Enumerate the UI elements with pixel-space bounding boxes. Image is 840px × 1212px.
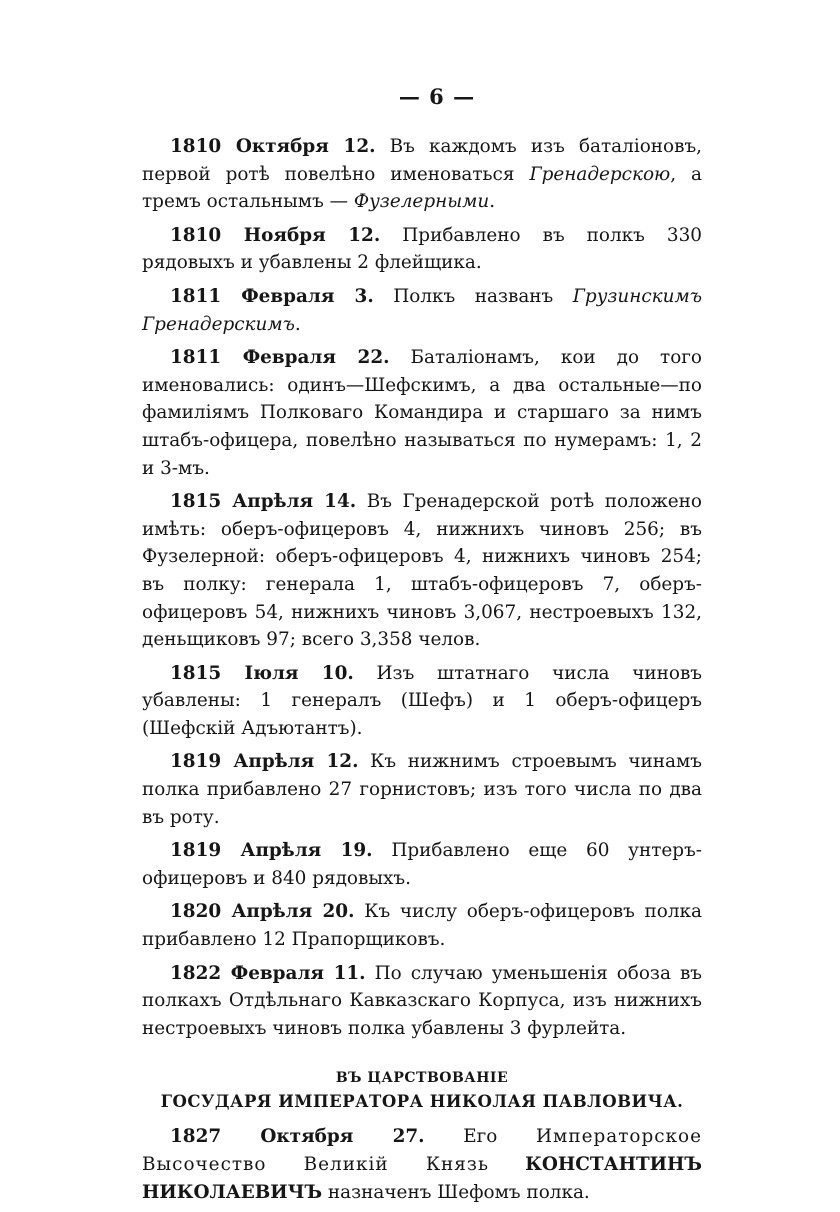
entry-text: Полкъ названъ [373, 285, 573, 307]
entry-date: 1810 Октября 12. [170, 136, 376, 157]
page-number: — 6 — [398, 84, 476, 109]
entry-italic-text: Гренадерскою [529, 163, 671, 185]
entry-date: 1815 Апрѣля 14. [170, 491, 357, 513]
section-heading-reign: ВЪ ЦАРСТВОВАНІЕ [335, 1070, 509, 1087]
entry-text: Къ нижнимъ строевымъ чинамъ полка прибавлено 27 горнистовъ; изъ того числа по два въ роту. [142, 751, 702, 828]
entry-text: , а тремъ остальнымъ — [142, 163, 702, 213]
entry-text: Прибавлено въ полкъ 330 рядовыхъ и убавлены 2 флейщика. [142, 224, 702, 274]
entry-text: Въ каждомъ изъ баталіоновъ, первой ротѣ повелѣно именоваться [142, 136, 703, 185]
chronicle-entry [142, 748, 702, 831]
entry-date: 1820 Апрѣля 20. [170, 901, 355, 923]
entry-date: 1815 Іюля 10. [170, 662, 354, 684]
chronicle-entry [142, 837, 702, 892]
entry-italic-text: Грузинскимъ Гренадерскимъ [142, 285, 702, 335]
entry-date: 1811 Февраля 22. [170, 347, 390, 369]
chronicle-entry [142, 660, 702, 743]
chronicle-entry [142, 898, 702, 953]
section-heading-emperor: ГОСУДАРЯ ИМПЕРАТОРА НИКОЛАЯ ПАВЛОВИЧА. [160, 1092, 684, 1112]
chronicle-entry-final [142, 1123, 702, 1206]
entry-text: назначенъ Шефомъ полка. [322, 1181, 590, 1203]
chronicle-entry [142, 344, 702, 482]
entry-text: Баталіонамъ, кои до того именовались: одинъ—Шефскимъ, а два остальные—по фамиліямъ Полковаго Командира и старшаго за нимъ штабъ-офицера, повелѣно называться по нумерамъ: 1, 2 и 3-мъ. [142, 347, 702, 479]
chronicle-entry [142, 488, 702, 654]
entry-text: Его [424, 1126, 536, 1148]
chronicle-entry [142, 133, 702, 216]
entry-grand-duke-name: КОНСТАНТИНЪ НИКОЛАЕВИЧЪ [142, 1154, 702, 1203]
entry-text: Къ числу оберъ-офицеровъ полка прибавлено 12 Прапорщиковъ. [142, 901, 702, 951]
entry-text: Въ Гренадерской ротѣ положено имѣть: оберъ-офицеровъ 4, нижнихъ чиновъ 256; въ Фузелерной: оберъ-офицеровъ 4, нижнихъ чиновъ 254; въ полку: генерала 1, штабъ-офицеровъ 7, оберъ-офицеровъ 54, нижнихъ чиновъ 3,067, нестроевыхъ 132, деньщиковъ 97; всего 3,358 челов. [142, 491, 702, 651]
entry-text: Прибавлено еще 60 унтеръ-офицеровъ и 840 рядовыхъ. [142, 840, 702, 889]
entry-text: . [489, 191, 496, 213]
chronicle-entry [142, 222, 702, 277]
entry-date: 1811 Февраля 3. [170, 285, 374, 307]
book-page [142, 84, 702, 1212]
entry-date: 1819 Апрѣля 19. [170, 840, 373, 862]
entry-date: 1827 Октября 27. [170, 1126, 425, 1148]
entry-date: 1810 Ноября 12. [170, 224, 381, 246]
entry-text: Изъ штатнаго числа чиновъ убавлены: 1 генералъ (Шефъ) и 1 оберъ-офицеръ (Шефскій Адъютантъ). [142, 662, 702, 739]
entry-date: 1819 Апрѣля 12. [170, 751, 359, 773]
entry-text: . [294, 313, 301, 335]
chronicle-entry [142, 960, 702, 1043]
entry-date: 1822 Февраля 11. [170, 962, 366, 984]
entry-text: По случаю уменьшенія обоза въ полкахъ Отдѣльнаго Кавказскаго Корпуса, изъ нижнихъ нестроевыхъ чиновъ полка убавлены 3 фурлейта. [142, 962, 702, 1039]
entry-text [489, 1154, 525, 1175]
chronicle-entry [142, 283, 702, 338]
entry-italic-text: Фузелерными [353, 191, 490, 213]
entry-spaced-title: Императорское Высочество Великій Князь [142, 1126, 702, 1175]
